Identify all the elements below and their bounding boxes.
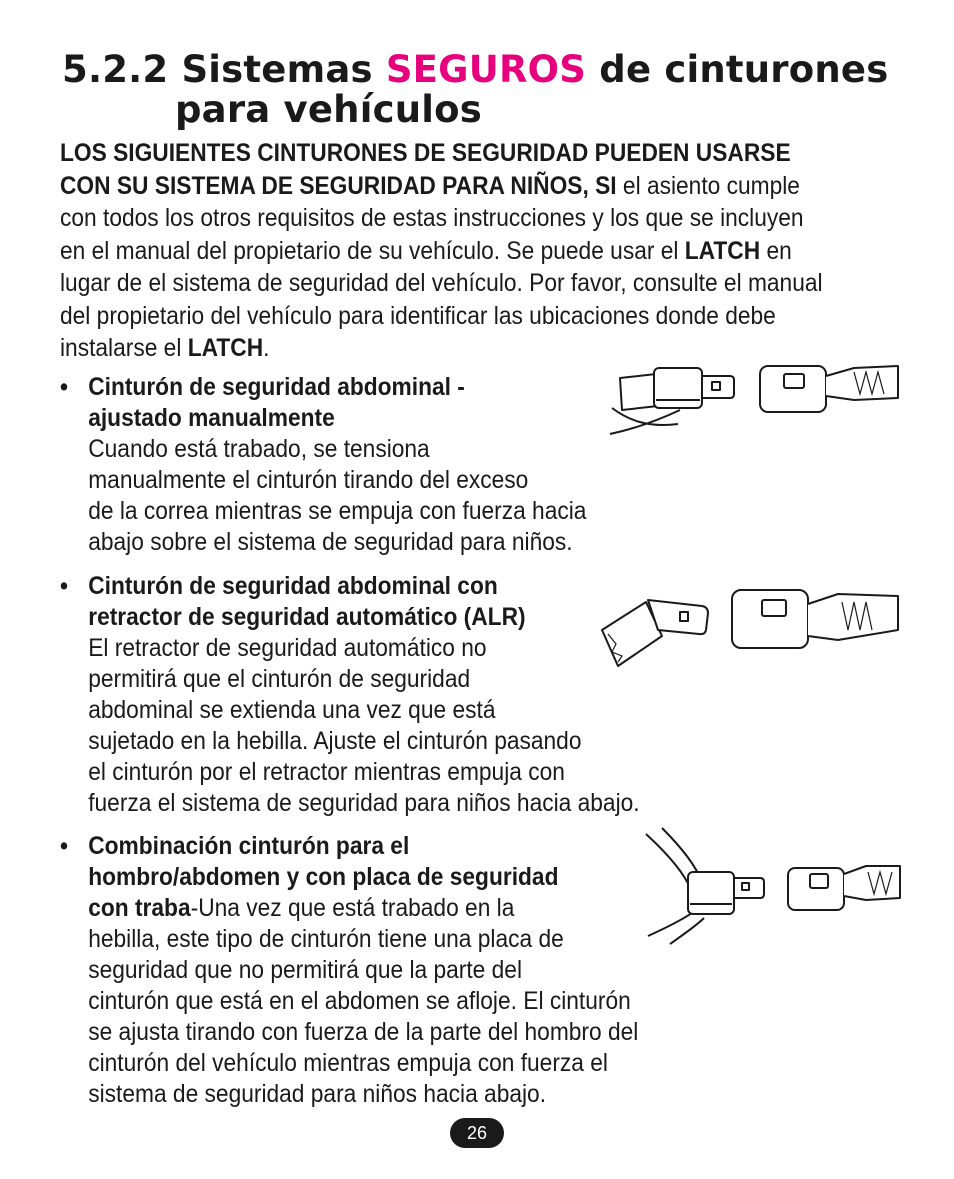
item-text: cinturón del vehículo mientras empuja con fuerza el xyxy=(88,1049,608,1077)
section-heading xyxy=(62,50,922,130)
latch-term: LATCH xyxy=(684,236,761,265)
item-text: sujetado en la hebilla. Ajuste el cinturón pasando xyxy=(88,727,582,755)
belt-item-lap-alr xyxy=(60,571,679,819)
bullet: • xyxy=(60,572,68,600)
intro-text-3: . xyxy=(263,334,270,362)
intro-paragraph xyxy=(60,137,834,365)
latch-term: LATCH xyxy=(187,334,264,362)
item-title: retractor de seguridad automático (ALR) xyxy=(88,603,526,631)
item-text: abajo sobre el sistema de seguridad para niños. xyxy=(88,528,573,556)
item-title: con traba xyxy=(88,894,191,922)
heading-rest: de cinturones xyxy=(599,48,889,91)
item-text: fuerza el sistema de seguridad para niños hacia abajo. xyxy=(88,789,640,817)
intro-bold-lead: LOS SIGUIENTES CINTURONES DE SEGURIDAD PUEDEN USARSE CON SU SISTEMA DE SEGURIDAD PARA NIÑOS, SI xyxy=(60,139,791,200)
item-text: se ajusta tirando con fuerza de la parte del hombro del xyxy=(88,1018,639,1046)
item-title: ajustado manualmente xyxy=(88,404,335,432)
item-text: cinturón que está en el abdomen se afloje. El cinturón xyxy=(88,987,631,1015)
belt-item-lap-manual xyxy=(60,372,679,558)
belt-item-shoulder-lap xyxy=(60,831,679,1110)
heading-line2: para vehículos xyxy=(175,88,482,131)
intro-text-2: en lugar de el sistema de seguridad del vehículo. Por favor, consulte el manual del propietario del vehículo para identificar las ubicaciones donde debe instalarse el xyxy=(60,236,823,362)
item-text: de la correa mientras se empuja con fuerza hacia xyxy=(88,497,587,525)
item-text: hebilla, este tipo de cinturón tiene una placa de xyxy=(88,925,564,953)
item-text: abdominal se extienda una vez que está xyxy=(88,696,496,724)
item-text: manualmente el cinturón tirando del exceso xyxy=(88,466,529,494)
item-text: seguridad que no permitirá que la parte del xyxy=(88,956,523,984)
page-number: 26 xyxy=(450,1118,504,1148)
item-text: el cinturón por el retractor mientras empuja con xyxy=(88,758,565,786)
item-title: Cinturón de seguridad abdominal con xyxy=(88,572,498,600)
item-text: Cuando está trabado, se tensiona xyxy=(88,435,430,463)
item-text: sistema de seguridad para niños hacia abajo. xyxy=(88,1080,547,1108)
heading-accent-word: SEGUROS xyxy=(385,48,587,91)
bullet: • xyxy=(60,373,68,401)
item-text: El retractor de seguridad automático no xyxy=(88,634,487,662)
item-title: Cinturón de seguridad abdominal - xyxy=(88,373,465,401)
shoulder-lap-belt-illustration xyxy=(640,826,902,946)
alr-belt-buckle-illustration xyxy=(598,582,900,674)
item-text: -Una vez que está trabado en la xyxy=(190,894,515,922)
lap-belt-buckle-illustration xyxy=(608,358,900,448)
item-text: permitirá que el cinturón de seguridad xyxy=(88,665,471,693)
heading-word: Sistemas xyxy=(181,48,373,91)
item-title: Combinación cinturón para el xyxy=(88,832,410,860)
bullet: • xyxy=(60,832,68,860)
intro-text-1: el asiento cumple con todos los otros requisitos de estas instrucciones y los que se incluyen en el manual del propietario de su vehículo. Se puede usar el xyxy=(60,171,804,265)
item-title: hombro/abdomen y con placa de seguridad xyxy=(88,863,559,891)
heading-number: 5.2.2 xyxy=(62,48,169,91)
